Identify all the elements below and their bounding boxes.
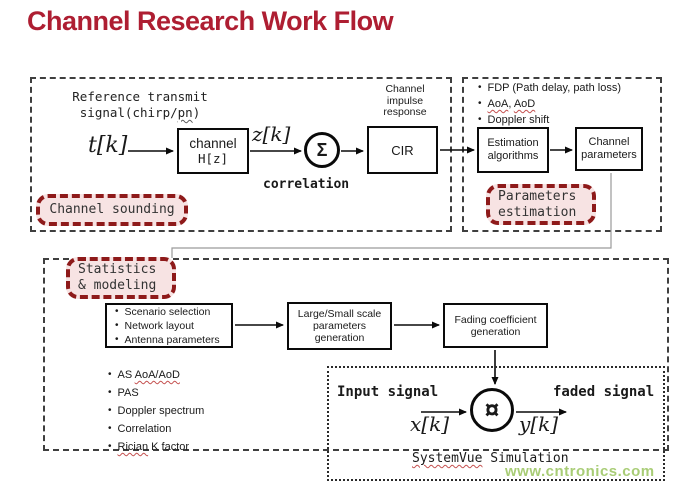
reference-signal-line1: Reference transmit [72, 89, 208, 104]
channel-box-label: channel [189, 136, 237, 151]
sigma-icon: Σ [316, 139, 328, 160]
systemvue-simulation-caption: SystemVue Simulation [412, 451, 569, 466]
page-title: Channel Research Work Flow [27, 6, 394, 36]
t-signal-label: t[k] [88, 133, 128, 158]
cir-box [367, 126, 438, 174]
mixer-icon: ¤ [484, 394, 500, 424]
channel-hz-box [177, 128, 249, 174]
reference-signal-caption [52, 89, 228, 121]
pn-underlined: pn [177, 105, 193, 120]
list-item: • PAS [106, 384, 204, 402]
cir-box-label: CIR [391, 142, 414, 158]
input-signal-label: Input signal [337, 384, 439, 400]
analysis-bullet-list [106, 366, 204, 456]
list-item: • Scenario selection [113, 305, 210, 319]
faded-signal-label: faded signal [553, 384, 655, 400]
list-item: • Network layout [113, 319, 194, 333]
list-item: • Antenna parameters [113, 333, 220, 347]
fading-coefficient-box: Fading coefficient generation [443, 303, 548, 348]
list-item: • Rician K factor [106, 438, 204, 456]
scenario-selection-box [105, 303, 233, 348]
y-signal-label: y[k] [519, 412, 559, 436]
parameters-estimation-tag: Parameters estimation [486, 184, 596, 225]
summation-node [304, 132, 340, 168]
list-item: • Doppler spectrum [106, 402, 204, 420]
statistics-modeling-tag: Statistics & modeling [66, 257, 176, 299]
channel-parameters-box: Channel parameters [575, 127, 643, 171]
estimation-algorithms-box: Estimation algorithms [477, 127, 549, 173]
z-signal-label: z[k] [252, 122, 291, 146]
channel-sounding-tag [36, 194, 188, 226]
systemvue-underlined: SystemVue [412, 451, 483, 466]
large-small-scale-parameters-box: Large/Small scale parameters generation [287, 302, 392, 350]
x-signal-label: x[k] [410, 412, 450, 436]
channel-box-transfer-function: H[z] [197, 151, 229, 166]
list-item: • AoA, AoD [476, 96, 621, 112]
list-item: • Doppler shift [476, 112, 621, 128]
mixer-node [470, 388, 514, 432]
reference-signal-line2: signal(chirp/pn) [79, 105, 201, 120]
list-item: • AS AoA/AoD [106, 366, 204, 384]
channel-sounding-tag-label: Channel sounding [49, 202, 175, 217]
list-item: • Correlation [106, 420, 204, 438]
watermark: www.cntronics.com [505, 463, 655, 480]
correlation-label: correlation [263, 177, 350, 192]
estimation-bullet-list [476, 80, 621, 128]
channel-impulse-response-caption: Channel impulse response [383, 83, 427, 118]
list-item: • FDP (Path delay, path loss) [476, 80, 621, 96]
